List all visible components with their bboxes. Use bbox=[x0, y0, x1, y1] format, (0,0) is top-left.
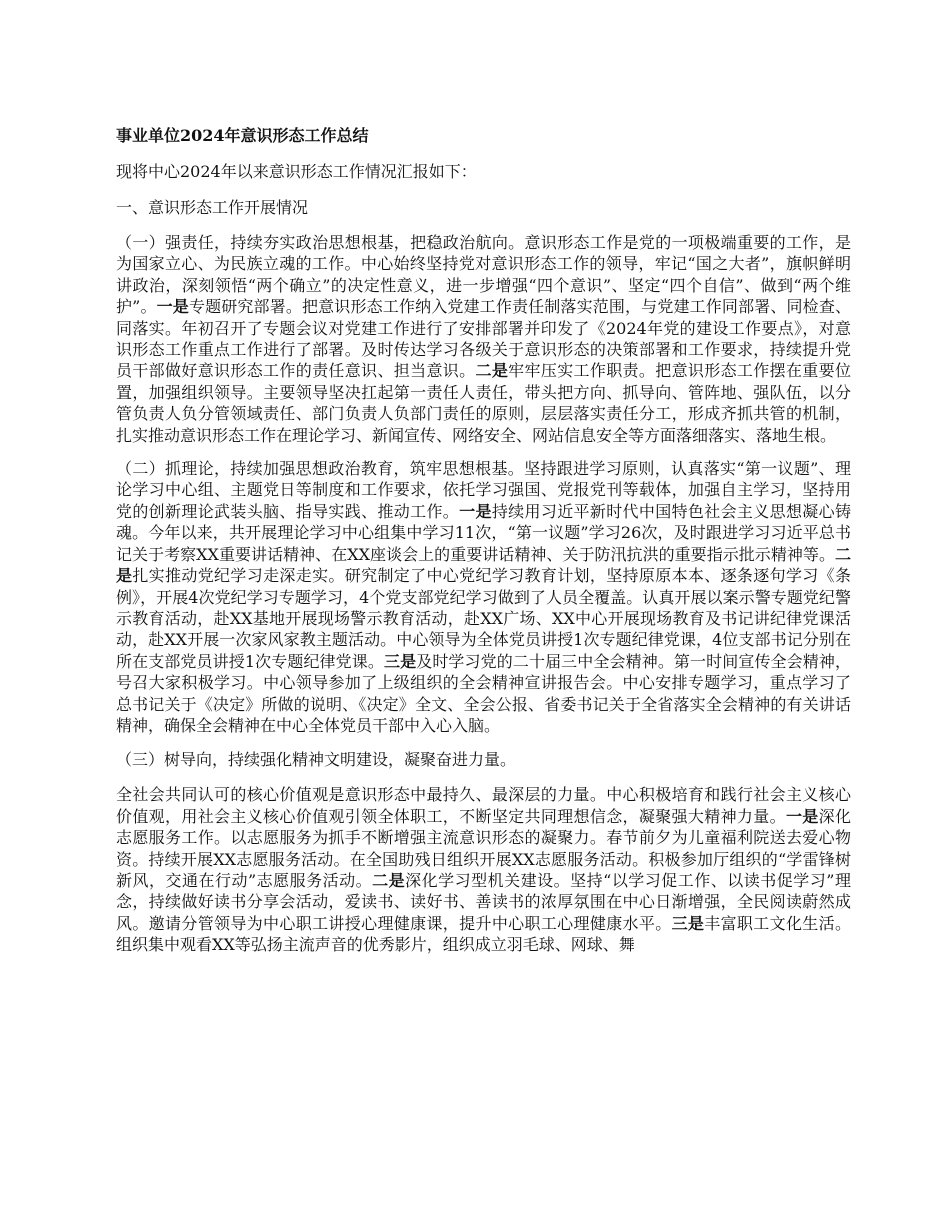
bold-marker: 三是 bbox=[384, 651, 417, 671]
paragraph-values bbox=[116, 784, 851, 955]
bold-marker: 二是 bbox=[475, 361, 509, 381]
bold-marker: 三是 bbox=[671, 913, 705, 933]
bold-marker: 二是 bbox=[116, 544, 851, 586]
document-title: 事业单位2024年意识形态工作总结 bbox=[116, 126, 369, 145]
paragraph-text: 及时学习党的二十届三中全会精神。第一时间宣传全会精神，号召大家积极学习。中心领导参加了上级组织的全会精神宣讲报告会。中心安排专题学习，重点学习了总书记关于《决定》所做的说明、《决定》全文、全会公报、省委书记关于全省落实全会精神的有关讲话精神，确保全会精神在中心全体党员干部中入心入脑。 bbox=[116, 651, 851, 735]
bold-marker: 一是 bbox=[156, 297, 189, 317]
paragraph-guidance-heading: （三）树导向，持续强化精神文明建设，凝聚奋进力量。 bbox=[116, 750, 517, 770]
paragraph-theory bbox=[116, 458, 851, 736]
paragraph-text: （一）强责任，持续夯实政治思想根基，把稳政治航向。意识形态工作是党的一项极端重要的工作，是为国家立心、为民族立魂的工作。中心始终坚持党对意识形态工作的领导，牢记“国之大者”，旗帜鲜明讲政治，深刻领悟“两个确立”的决定性意义，进一步增强“四个意识”、坚定“四个自信”、做到“两个维护”。 bbox=[116, 233, 851, 317]
bold-marker: 一是 bbox=[459, 501, 492, 521]
paragraph-text: 深化学习型机关建设。坚持“以学习促工作、以读书促学习”理念，持续做好读书分享会活动，爱读书、读好书、善读书的浓厚氛围在中心日渐增强，全民阅读蔚然成风。邀请分管领导为中心职工讲授心理健康课，提升中心职工心理健康水平。 bbox=[116, 870, 851, 933]
paragraph-text: 持续用习近平新时代中国特色社会主义思想凝心铸魂。今年以来，共开展理论学习中心组集中学习11次，“第一议题”学习26次，及时跟进学习习近平总书记关于考察XX重要讲话精神、在XX座谈会上的重要讲话精神、关于防汛抗洪的重要指示批示精神等。 bbox=[116, 501, 851, 564]
section-heading: 一、意识形态工作开展情况 bbox=[116, 198, 309, 217]
intro-paragraph: 现将中心2024年以来意识形态工作情况汇报如下： bbox=[116, 162, 477, 181]
paragraph-text: 扎实推动党纪学习走深走实。研究制定了中心党纪学习教育计划，坚持原原本本、逐条逐句学习《条例》，开展4次党纪学习专题学习，4个党支部党纪学习做到了人员全覆盖。认真开展以案示警专题党纪警示教育活动，赴XX基地开展现场警示教育活动，赴XX广场、XX中心开展现场教育及书记讲纪律党课活动，赴XX开展一次家风家教主题活动。中心领导为全体党员讲授1次专题纪律党课，4位支部书记分别在所在支部党员讲授1次专题纪律党课。 bbox=[116, 566, 851, 671]
paragraph-responsibility bbox=[116, 232, 851, 446]
paragraph-text: （二）抓理论，持续加强思想政治教育，筑牢思想根基。坚持跟进学习原则，认真落实“第一议题”、理论学习中心组、主题党日等制度和工作要求，依托学习强国、党报党刊等载体，加强自主学习，坚持用党的创新理论武装头脑、指导实践、推动工作。 bbox=[116, 459, 851, 521]
paragraph-text: 深化志愿服务工作。以志愿服务为抓手不断增强主流意识形态的凝聚力。春节前夕为儿童福利院送去爱心物资。持续开展XX志愿服务活动。在全国助残日组织开展XX志愿服务活动。积极参加厅组织的“学雷锋树新风，交通在行动”志愿服务活动。 bbox=[116, 806, 851, 890]
paragraph-text: 丰富职工文化生活。组织集中观看XX等弘扬主流声音的优秀影片，组织成立羽毛球、网球、舞 bbox=[116, 913, 851, 955]
paragraph-text: 专题研究部署。把意识形态工作纳入党建工作责任制落实范围，与党建工作同部署、同检查、同落实。年初召开了专题会议对党建工作进行了安排部署并印发了《2024年党的建设工作要点》，对意识形态工作重点工作进行了部署。及时传达学习各级关于意识形态的决策部署和工作要求，持续提升党员干部做好意识形态工作的责任意识、担当意识。 bbox=[116, 297, 851, 381]
paragraph-text: 全社会共同认可的核心价值观是意识形态中最持久、最深层的力量。中心积极培育和践行社会主义核心价值观，用社会主义核心价值观引领全体职工，不断坚定共同理想信念，凝聚强大精神力量。 bbox=[116, 785, 851, 826]
bold-marker: 一是 bbox=[785, 806, 819, 826]
paragraph-text: 牢牢压实工作职责。把意识形态工作摆在重要位置，加强组织领导。主要领导坚决扛起第一责任人责任，带头把方向、抓导向、管阵地、强队伍，以分管负责人负分管领域责任、部门负责人负部门责任的原则，层层落实责任分工，形成齐抓共管的机制，扎实推动意识形态工作在理论学习、新闻宣传、网络安全、网站信息安全等方面落细落实、落地生根。 bbox=[116, 361, 851, 445]
document-page bbox=[116, 124, 851, 968]
bold-marker: 二是 bbox=[372, 870, 406, 890]
